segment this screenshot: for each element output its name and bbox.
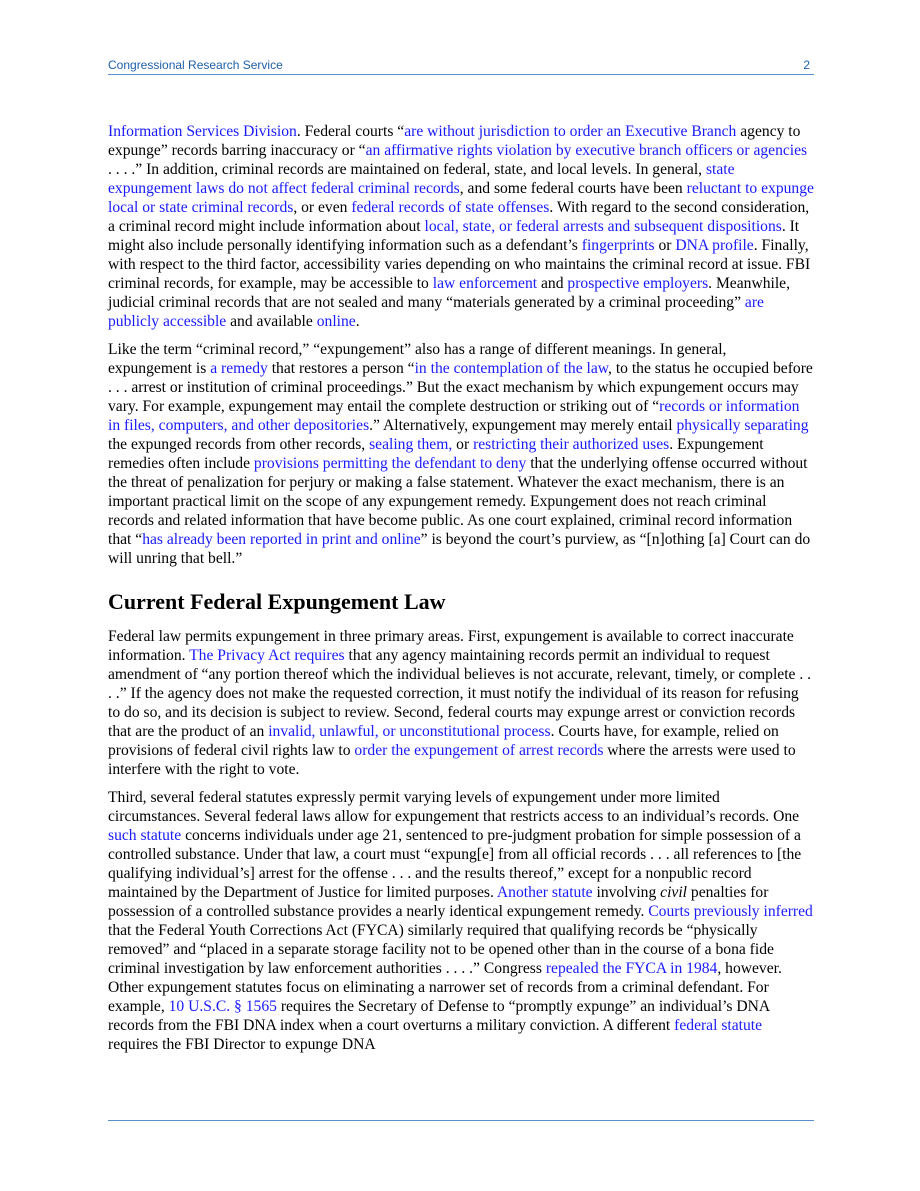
citation-link[interactable]: provisions permitting the defendant to deny <box>253 455 527 472</box>
citation-link[interactable]: Information Services Division <box>108 123 297 140</box>
citation-link[interactable]: invalid, unlawful, or unconstitutional process <box>268 723 551 740</box>
text-run: , to the status he occupied before . . . arrest or institution of criminal proceedings.” But the exact mechanism by which expungement occurs may vary. For example, expungement may entail the complete destruction or striking out of “ <box>108 360 813 415</box>
header-rule <box>108 74 814 75</box>
text-run: the expunged records from other records, <box>108 436 370 453</box>
paragraph-4 <box>108 788 814 1054</box>
text-run: where the arrests were used to interfere with the right to vote. <box>108 742 796 778</box>
citation-link[interactable]: sealing them, <box>369 436 453 453</box>
citation-link[interactable]: 10 U.S.C. § 1565 <box>168 998 277 1015</box>
text-run: and available <box>226 313 317 330</box>
text-run: ” is beyond the court’s purview, as “[n]othing [a] Court can do will unring that bell.” <box>108 531 811 567</box>
citation-link[interactable]: federal records of state offenses <box>351 199 550 216</box>
text-run: . Courts have, for example, relied on provisions of federal civil rights law to <box>108 723 779 759</box>
text-run: Like the term “criminal record,” “expungement” also has a range of different meanings. In general, expungement is <box>108 341 727 377</box>
text-run: that the Federal Youth Corrections Act (FYCA) similarly required that qualifying records be “physically removed” and “placed in a separate storage facility not to be opened other than in the course of a bona fide criminal investigation by law enforcement authorities . . . .” Congress <box>108 922 774 977</box>
citation-link[interactable]: DNA profile <box>675 237 754 254</box>
citation-link[interactable]: prospective employers <box>567 275 709 292</box>
citation-link[interactable]: restricting their authorized uses <box>473 436 670 453</box>
citation-link[interactable]: such statute <box>108 827 182 844</box>
text-run: or <box>452 436 474 453</box>
citation-link[interactable]: are without jurisdiction to order an Executive Branch <box>404 123 737 140</box>
citation-link[interactable]: fingerprints <box>581 237 655 254</box>
page-number: 2 <box>803 58 810 72</box>
text-run: Third, several federal statutes expressly permit varying levels of expungement under more limited circumstances. Several federal laws allow for expungement that restricts access to an individual’s records. One <box>108 789 800 825</box>
text-run: . Federal courts “ <box>296 123 405 140</box>
text-run: . <box>355 313 360 330</box>
text-run: concerns individuals under age 21, sentenced to pre-judgment probation for simple possession of a controlled substance. Under that law, a court must “expung[e] from all official records . . . all references to [the qualifying individual’s] arrest for the offense . . . and the results thereof,” except for a nonpublic record maintained by the Department of Justice for limited purposes. <box>108 827 802 901</box>
citation-link[interactable]: order the expungement of arrest records <box>354 742 604 759</box>
citation-link[interactable]: in the contemplation of the law <box>414 360 609 377</box>
text-run: that restores a person “ <box>267 360 415 377</box>
citation-link[interactable]: online <box>316 313 356 330</box>
citation-link[interactable]: federal statute <box>674 1017 763 1034</box>
text-run: . . . .” In addition, criminal records are maintained on federal, state, and local levels. In general, <box>108 161 706 178</box>
citation-link[interactable]: reluctant to expunge local or state criminal records <box>108 180 814 216</box>
section-heading: Current Federal Expungement Law <box>108 589 446 614</box>
paragraph-3 <box>108 627 814 779</box>
text-run: , however. Other expungement statutes focus on eliminating a narrower set of records from a criminal defendant. For example, <box>108 960 782 1015</box>
citation-link[interactable]: local, state, or federal arrests and subsequent dispositions <box>424 218 782 235</box>
citation-link[interactable]: state expungement laws do not affect federal criminal records <box>108 161 735 197</box>
footer-rule <box>108 1120 814 1121</box>
header-source: Congressional Research Service <box>108 58 283 72</box>
citation-link[interactable]: are publicly accessible <box>108 294 764 330</box>
text-run: agency to expunge” records barring inaccuracy or “ <box>108 123 801 159</box>
paragraph-2 <box>108 340 814 568</box>
body-text <box>108 122 814 1063</box>
citation-link[interactable]: records or information in files, computers, and other depositories <box>108 398 800 434</box>
text-run: , or even <box>293 199 352 216</box>
text-run: .” Alternatively, expungement may merely entail <box>369 417 677 434</box>
citation-link[interactable]: law enforcement <box>432 275 538 292</box>
paragraph-1 <box>108 122 814 331</box>
text-run: . Meanwhile, judicial criminal records that are not sealed and many “materials generated by a criminal proceeding” <box>108 275 790 311</box>
citation-link[interactable]: an affirmative rights violation by executive branch officers or agencies <box>365 142 808 159</box>
citation-link[interactable]: Another statute <box>496 884 593 901</box>
text-run: . It might also include personally identifying information such as a defendant’s <box>108 218 800 254</box>
text-run: . With regard to the second consideration, a criminal record might include information about <box>108 199 810 235</box>
text-run: or <box>654 237 676 254</box>
text-run: requires the Secretary of Defense to “promptly expunge” an individual’s DNA records from the FBI DNA index when a court overturns a military conviction. A different <box>108 998 770 1034</box>
citation-link[interactable]: physically separating <box>676 417 809 434</box>
text-run: , and some federal courts have been <box>459 180 687 197</box>
text-run: requires the FBI Director to expunge DNA <box>108 1036 376 1053</box>
emphasis-text: civil <box>660 884 688 901</box>
citation-link[interactable]: The Privacy Act requires <box>189 647 345 664</box>
running-header <box>108 58 814 72</box>
text-run: that any agency maintaining records permit an individual to request amendment of “any portion thereof which the individual believes is not accurate, relevant, timely, or complete . . . .” If the agency does not make the requested correction, it must notify the individual of its reason for refusing to do so, and its decision is subject to review. Second, federal courts may expunge arrest or conviction records that are the product of an <box>108 647 812 740</box>
citation-link[interactable]: Courts previously inferred <box>648 903 813 920</box>
citation-link[interactable]: has already been reported in print and online <box>142 531 421 548</box>
text-run: and <box>537 275 568 292</box>
text-run: involving <box>592 884 661 901</box>
text-run: . Finally, with respect to the third factor, accessibility varies depending on who maintains the criminal record at issue. FBI criminal records, for example, may be accessible to <box>108 237 811 292</box>
citation-link[interactable]: a remedy <box>210 360 268 377</box>
text-run: . Expungement remedies often include <box>108 436 764 472</box>
citation-link[interactable]: repealed the FYCA in 1984 <box>545 960 718 977</box>
text-run: that the underlying offense occurred without the threat of penalization for perjury or making a false statement. Whatever the exact mechanism, there is an important practical limit on the scope of any expungement remedy. Expungement does not reach criminal records and related information that have become public. As one court explained, criminal record information that “ <box>108 455 808 548</box>
text-run: Federal law permits expungement in three primary areas. First, expungement is available to correct inaccurate information. <box>108 628 794 664</box>
text-run: penalties for possession of a controlled substance provides a nearly identical expungement remedy. <box>108 884 769 920</box>
